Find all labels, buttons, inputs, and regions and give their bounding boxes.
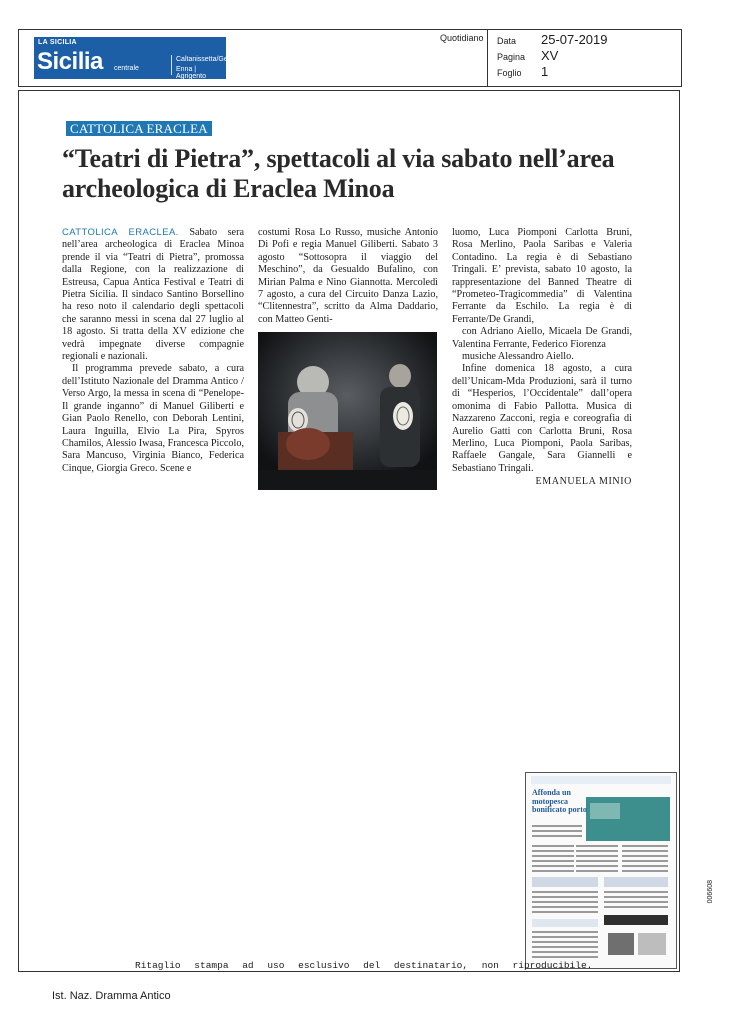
archive-code: 006608 <box>707 880 714 904</box>
article-paragraph: Infine domenica 18 agosto, a cura dell’Unicam-Mda Produzioni, sarà il turno di “Hesperios, l’Occidentale” dall’opera omonima di Fabio Pallotta. Musica di Nazzareno Zacconi, regia e coreografia di Aurelio Gatti con Carlotta Bruni, Rosa Merlino, Luca Piomponi, Paola Saribas, Raffaele Gangale, Sara Giannelli e Sebastiano Tringali. <box>452 363 632 474</box>
newspaper-logo <box>34 37 234 80</box>
thumbnail-headline: Affonda un motopesca bonificato porto <box>532 788 587 814</box>
copyright-note: Ritaglio stampa ad uso esclusivo del destinatario, non riproducibile. <box>135 960 593 971</box>
article-byline: EMANUELA MINIO <box>535 476 632 488</box>
article-column-3 <box>452 227 632 489</box>
date-label: Data <box>497 36 517 46</box>
header-divider <box>487 29 488 86</box>
page-thumbnail <box>525 772 677 969</box>
paragraph-text: Sabato sera nell’area archeologica di Eraclea Minoa prende il via “Teatri di Pietra”, promossa dalla Regione, con la realizzazione di Estreusa, Capua Antica Festival e Teatri di Pietra Sicilia. Il sindaco Santino Borsellino ha reso noto il calendario degli spettacoli che saranno messi in scena dal 27 luglio al 18 agosto. Si tratta della XV edizione che vedrà impegnate diverse compagnie regionali e nazionali. <box>62 227 244 363</box>
article-column-2 <box>258 227 438 326</box>
logo-divider <box>171 55 172 75</box>
page-value: XV <box>541 48 559 63</box>
article-paragraph: musiche Alessandro Aiello. <box>462 351 574 363</box>
article-paragraph <box>62 227 244 363</box>
article-paragraph: costumi Rosa Lo Russo, musiche Antonio Di Pofi e regia Manuel Giliberti. Sabato 3 agosto “Sottosopra il viaggio del Meschino”, da Gesualdo Bufalino, con Mirian Palma e Nino Giannotta. Mercoledì 7 agosto, a cura del Circuito Danza Lazio, “Clitennestra”, scritto da Alma Daddario, con Matteo Genti- <box>258 227 438 325</box>
article-paragraph: luomo, Luca Piomponi Carlotta Bruni, Rosa Merlino, Paola Saribas e Valeria Contadino. La regia è di Sebastiano Tringali. E’ prevista, sabato 10 agosto, la rappresentazione del Banned Theatre di “Prometeo-Tragicommedia” di Valentina Ferrante da Eschilo. La regia è di Ferrante/De Grandi, <box>452 227 632 325</box>
section-kicker: CATTOLICA ERACLEA <box>66 121 212 136</box>
sheet-value: 1 <box>541 64 549 79</box>
theatre-photo <box>258 332 437 490</box>
logo-name: Sicilia <box>37 48 103 75</box>
source-label: Ist. Naz. Dramma Antico <box>52 990 171 1002</box>
sheet-label: Foglio <box>497 68 522 78</box>
logo-region-1: Caltanissetta/Gela <box>176 56 234 63</box>
logo-region-2: Enna | Agrigento <box>176 66 206 80</box>
logo-subtitle: centrale <box>114 65 139 72</box>
article-headline: “Teatri di Pietra”, spettacoli al via sabato nell’area archeologica di Eraclea Minoa <box>62 144 615 203</box>
date-value: 25-07-2019 <box>541 32 608 47</box>
article-column-1 <box>62 227 244 475</box>
logo-top-label: LA SICILIA <box>38 39 77 46</box>
lead-place: CATTOLICA ERACLEA. <box>62 227 179 238</box>
article-paragraph: Il programma prevede sabato, a cura dell’Istituto Nazionale del Dramma Antico / Verso Argo, la messa in scena di “Penelope-Il grande inganno” di Manuel Giliberti e Gian Paolo Renello, con Deborah Lentini, Laura Inguilla, Elvio La Pira, Spyros Chamilos, Alessio Iwasa, Francesca Piccolo, Sara Mancuso, Virginia Bianco, Federica Cinque, Giorgia Greco. Scene e <box>62 363 244 474</box>
page-label: Pagina <box>497 52 526 62</box>
article-paragraph: con Adriano Aiello, Micaela De Grandi, Valentina Ferrante, Federico Fiorenza <box>452 326 632 350</box>
publication-type: Quotidiano <box>440 33 484 43</box>
